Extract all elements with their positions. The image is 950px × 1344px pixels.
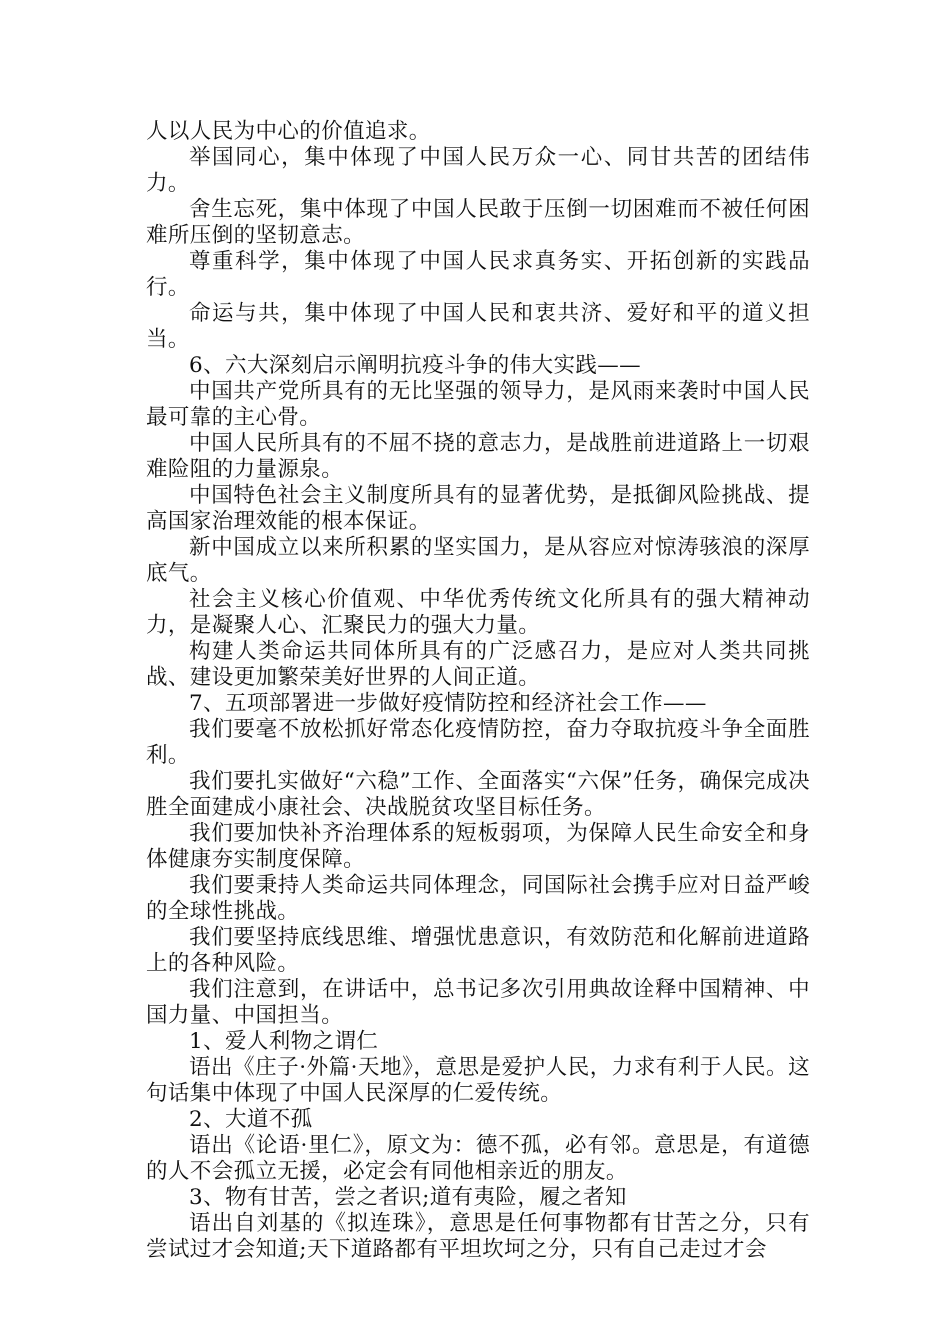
section-heading: 7、五项部署进一步做好疫情防控和经济社会工作—— [189,691,707,716]
section-heading: 6、六大深刻启示阐明抗疫斗争的伟大实践—— [189,353,642,378]
paragraph: 社会主义核心价值观、中华优秀传统文化所具有的强大精神动力，是凝聚人心、汇聚民力的强大力量。 [146,587,810,638]
paragraph: 人以人民为中心的价值追求。 [146,119,431,144]
section-heading: 2、大道不孤 [189,1107,313,1132]
paragraph: 语出自刘基的《拟连珠》，意思是任何事物都有甘苦之分，只有尝试过才会知道;天下道路都有平坦坎坷之分，只有自己走过才会 [146,1211,810,1262]
paragraph: 我们要秉持人类命运共同体理念，同国际社会携手应对日益严峻的全球性挑战。 [146,873,810,924]
paragraph: 我们要扎实做好“六稳”工作、全面落实“六保”任务，确保完成决胜全面建成小康社会、决战脱贫攻坚目标任务。 [146,769,810,820]
paragraph: 中国共产党所具有的无比坚强的领导力，是风雨来袭时中国人民最可靠的主心骨。 [146,379,810,430]
paragraph: 我们注意到，在讲话中，总书记多次引用典故诠释中国精神、中国力量、中国担当。 [146,977,810,1028]
paragraph: 中国特色社会主义制度所具有的显著优势，是抵御风险挑战、提高国家治理效能的根本保证。 [146,483,810,534]
paragraph: 命运与共，集中体现了中国人民和衷共济、爱好和平的道义担当。 [146,301,810,352]
document-page [146,119,810,1263]
paragraph: 尊重科学，集中体现了中国人民求真务实、开拓创新的实践品行。 [146,249,810,300]
paragraph: 我们要加快补齐治理体系的短板弱项，为保障人民生命安全和身体健康夯实制度保障。 [146,821,810,872]
paragraph: 我们要坚持底线思维、增强忧患意识，有效防范和化解前进道路上的各种风险。 [146,925,810,976]
paragraph: 我们要毫不放松抓好常态化疫情防控，奋力夺取抗疫斗争全面胜利。 [146,717,810,768]
paragraph: 举国同心，集中体现了中国人民万众一心、同甘共苦的团结伟力。 [146,145,810,196]
paragraph: 语出《庄子·外篇·天地》，意思是爱护人民，力求有利于人民。这句话集中体现了中国人民深厚的仁爱传统。 [146,1055,810,1106]
paragraph: 中国人民所具有的不屈不挠的意志力，是战胜前进道路上一切艰难险阻的力量源泉。 [146,431,810,482]
paragraph: 语出《论语·里仁》，原文为：德不孤，必有邻。意思是，有道德的人不会孤立无援，必定会有同他相亲近的朋友。 [146,1133,810,1184]
section-heading: 3、物有甘苦，尝之者识;道有夷险，履之者知 [189,1185,627,1210]
paragraph: 新中国成立以来所积累的坚实国力，是从容应对惊涛骇浪的深厚底气。 [146,535,810,586]
paragraph: 舍生忘死，集中体现了中国人民敢于压倒一切困难而不被任何困难所压倒的坚韧意志。 [146,197,810,248]
paragraph: 构建人类命运共同体所具有的广泛感召力，是应对人类共同挑战、建设更加繁荣美好世界的人间正道。 [146,639,810,690]
section-heading: 1、爱人利物之谓仁 [189,1029,379,1054]
